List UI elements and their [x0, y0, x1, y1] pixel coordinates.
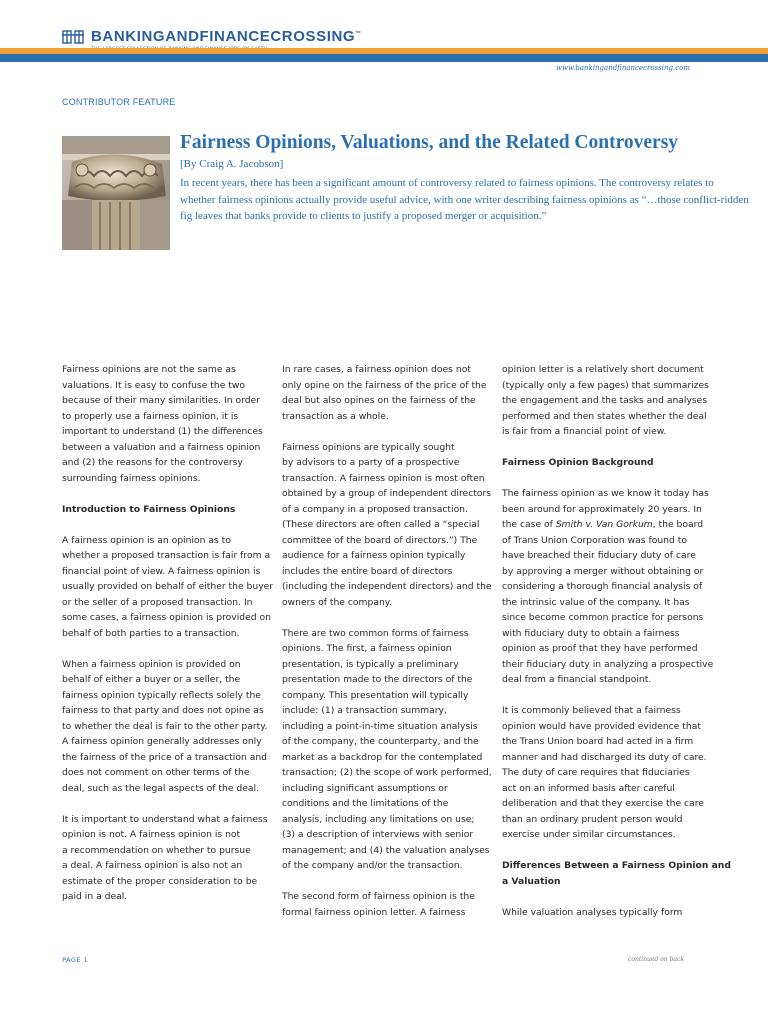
paragraph	[502, 703, 716, 843]
text-line: of the company, the counterparty, and the	[282, 736, 479, 747]
continued-note: continued on back	[628, 956, 684, 963]
text-line: transaction as a whole.	[282, 410, 389, 422]
text-line: only opine on the fairness of the price of the	[282, 379, 487, 391]
text-line: deliberation and that they exercise the care	[502, 798, 704, 809]
page-number: PAGE 1	[62, 956, 89, 964]
text-line: It is important to understand what a fairness	[62, 813, 268, 825]
text-line: Fairness opinions are not the same as	[62, 364, 236, 375]
corinthian-column-icon	[62, 136, 170, 250]
text-line: since become common practice for persons	[502, 612, 704, 623]
text-line: (These directors are often called a “special	[282, 519, 480, 530]
text-line: exercise under similar circumstances.	[502, 829, 676, 840]
intro-line: fig leaves that banks provide to clients to justify a proposed merger or acquisition.”	[180, 210, 547, 222]
text-line: than an ordinary prudent person would	[502, 813, 683, 825]
text-line: includes the entire board of directors	[282, 565, 453, 577]
text-line: including significant assumptions or	[282, 782, 448, 794]
text-line: of Trans Union Corporation was found to	[502, 534, 687, 546]
logo-icon	[62, 28, 84, 46]
text-line: performed and then states whether the deal	[502, 410, 707, 422]
text-line: behalf of either a buyer or a seller, the	[62, 674, 241, 685]
text-line: been around for approximately 20 years. In	[502, 503, 702, 515]
text-line: does not comment on other terms of the	[62, 767, 250, 778]
text-line: In rare cases, a fairness opinion does not	[282, 364, 471, 375]
text-line: (3) a description of interviews with senior	[282, 829, 474, 840]
paragraph	[282, 362, 494, 424]
text-line: act on an informed basis after careful	[502, 782, 675, 794]
intro-line: whether fairness opinions actually provide useful advice, with one writer describing fairness opinions as “…those conflict-ridden	[180, 193, 749, 206]
case-name: Smith v. Van Gorkum	[555, 519, 653, 530]
text-line: the fairness of the price of a transaction and	[62, 751, 267, 763]
text-line: opinion would have provided evidence that	[502, 720, 701, 732]
article-intro	[180, 175, 749, 225]
paragraph	[502, 486, 716, 688]
text-line: owners of the company.	[282, 596, 392, 608]
text-line: transaction; (2) the scope of work performed,	[282, 767, 492, 778]
paragraph	[502, 362, 716, 440]
column-photo	[62, 136, 170, 250]
text-line: While valuation analyses typically form	[502, 906, 683, 918]
text-line: obtained by a group of independent directors	[282, 488, 492, 499]
text-line: The fairness opinion as we know it today has	[502, 488, 709, 499]
text-line: estimate of the proper consideration to be	[62, 875, 258, 887]
brand-name: BANKINGANDFINANCECROSSING™	[91, 28, 362, 45]
text-line	[502, 517, 716, 533]
text-line: opinions. The first, a fairness opinion	[282, 643, 452, 654]
text-line: to properly use a fairness opinion, it is	[62, 410, 239, 422]
text-lines	[502, 533, 716, 688]
text-line: valuations. It is easy to confuse the two	[62, 379, 246, 391]
text-line: committee of the board of directors.”) The	[282, 534, 478, 546]
text-line: between a valuation and a fairness opinion	[62, 441, 261, 453]
article-title: Fairness Opinions, Valuations, and the Related Controversy	[180, 132, 679, 153]
text-line: analysis, including any limitations on use;	[282, 813, 475, 825]
text-line: opinion is not. A fairness opinion is not	[62, 829, 241, 840]
text-line: The second form of fairness opinion is the	[282, 891, 475, 902]
text-line: surrounding fairness opinions.	[62, 472, 201, 484]
text-line: presentation, is typically a preliminary	[282, 658, 459, 670]
text-line: behalf of both parties to a transaction.	[62, 627, 240, 639]
text-line: manner and had discharged its duty of care.	[502, 751, 707, 763]
text-line: considering a thorough financial analysis of	[502, 581, 703, 592]
text-fragment: , the board	[652, 519, 704, 530]
body-column-1	[62, 362, 274, 920]
text-line: (typically only a few pages) that summarizes	[502, 379, 709, 391]
text-line: A fairness opinion generally addresses only	[62, 736, 262, 747]
article-byline: [By Craig A. Jacobson]	[180, 158, 284, 170]
text-line: of the company and/or the transaction.	[282, 860, 463, 871]
text-line: fairness opinion typically reflects solely the	[62, 689, 261, 701]
text-line: of a company in a proposed transaction.	[282, 503, 468, 515]
text-line: a recommendation on whether to pursue	[62, 844, 251, 856]
text-line: It is commonly believed that a fairness	[502, 705, 681, 716]
site-url-link[interactable]: www.bankingandfinancecrossing.com	[556, 64, 690, 72]
text-line: usually provided on behalf of either the buyer	[62, 581, 274, 592]
text-line: The duty of care requires that fiduciaries	[502, 767, 690, 778]
text-line: financial point of view. A fairness opinion is	[62, 565, 261, 577]
text-line: deal from a financial standpoint.	[502, 674, 652, 685]
text-line: some cases, a fairness opinion is provided on	[62, 612, 271, 623]
text-line: the engagement and the tasks and analyses	[502, 395, 708, 406]
text-line: is fair from a financial point of view.	[502, 426, 667, 437]
text-line: When a fairness opinion is provided on	[62, 658, 241, 670]
text-line: with fiduciary duty to obtain a fairness	[502, 627, 680, 639]
paragraph	[502, 905, 716, 921]
paragraph	[62, 533, 274, 642]
text-line: the intrinsic value of the company. It has	[502, 596, 690, 608]
paragraph	[62, 362, 274, 486]
section-label: CONTRIBUTOR FEATURE	[62, 97, 176, 107]
section-heading	[502, 858, 731, 889]
text-line: including a point-in-time situation analysis	[282, 720, 478, 732]
text-line: management; and (4) the valuation analyses	[282, 844, 490, 856]
body-column-2	[282, 362, 494, 936]
text-line: their fiduciary duty in analyzing a prospective	[502, 658, 714, 670]
text-line: whether a proposed transaction is fair from a	[62, 550, 271, 561]
text-line: and (2) the reasons for the controversy	[62, 457, 243, 468]
text-line: by advisors to a party of a prospective	[282, 457, 460, 468]
text-line: A fairness opinion is an opinion as to	[62, 534, 231, 546]
text-line: transaction. A fairness opinion is most often	[282, 472, 485, 484]
paragraph	[282, 889, 494, 920]
text-line: important to understand (1) the differences	[62, 426, 263, 437]
intro-line: In recent years, there has been a significant amount of controversy related to fairness opinions. The controversy relates to	[180, 177, 714, 189]
text-line: (including the independent directors) and the	[282, 581, 492, 592]
text-line: paid in a deal.	[62, 891, 128, 902]
text-line: deal, such as the legal aspects of the deal.	[62, 782, 260, 794]
text-line: conditions and the limitations of the	[282, 798, 449, 809]
text-line: have breached their fiduciary duty of care	[502, 550, 696, 561]
text-line: the Trans Union board had acted in a firm	[502, 736, 694, 747]
section-heading: Fairness Opinion Background	[502, 457, 654, 468]
header-band-blue	[0, 54, 768, 62]
text-line: a deal. A fairness opinion is also not an	[62, 860, 243, 871]
text-line: include: (1) a transaction summary,	[282, 705, 447, 716]
paragraph	[62, 812, 274, 905]
text-line: formal fairness opinion letter. A fairness	[282, 906, 466, 918]
text-line: to whether the deal is fair to the other party.	[62, 720, 268, 732]
text-line: opinion as proof that they have performed	[502, 643, 698, 654]
text-line: There are two common forms of fairness	[282, 627, 469, 639]
text-line: presentation made to the directors of the	[282, 674, 473, 685]
text-line: by approving a merger without obtaining or	[502, 565, 704, 577]
text-line: because of their many similarities. In order	[62, 395, 260, 406]
text-line: Fairness opinions are typically sought	[282, 441, 455, 453]
paragraph	[282, 626, 494, 874]
text-line: company. This presentation will typically	[282, 689, 469, 701]
text-line: fairness to that party and does not opine as	[62, 705, 264, 716]
heading-line: Differences Between a Fairness Opinion and	[502, 860, 731, 871]
text-fragment: the case of	[502, 519, 556, 530]
text-line: opinion letter is a relatively short document	[502, 364, 704, 375]
heading-line: a Valuation	[502, 875, 561, 887]
text-line: market as a backdrop for the contemplated	[282, 751, 483, 763]
paragraph	[62, 657, 274, 797]
text-line: deal but also opines on the fairness of the	[282, 395, 476, 406]
text-line: audience for a fairness opinion typically	[282, 550, 466, 561]
text-line: or the seller of a proposed transaction. In	[62, 596, 253, 608]
section-heading: Introduction to Fairness Opinions	[62, 503, 236, 515]
body-column-3	[502, 362, 731, 936]
paragraph	[282, 440, 494, 611]
